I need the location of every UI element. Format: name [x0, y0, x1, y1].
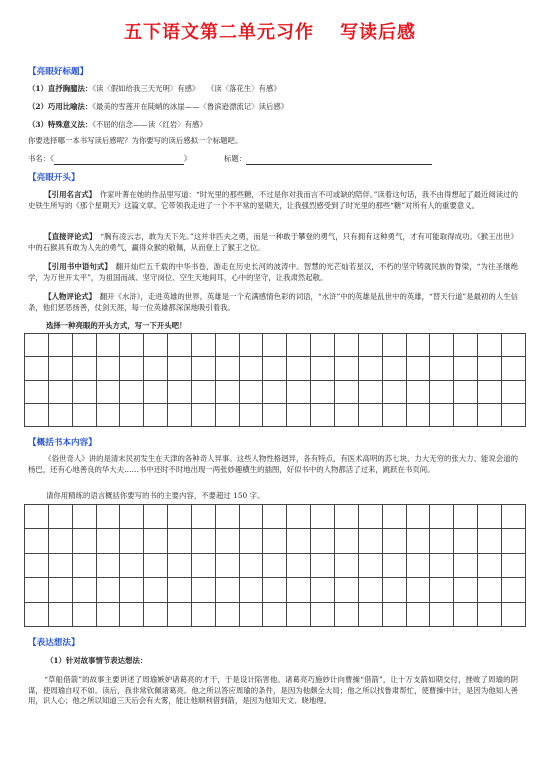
grid-cell[interactable] [287, 334, 311, 357]
grid-cell[interactable] [454, 357, 478, 380]
section-heading-thoughts: 【表达想法】 [28, 638, 80, 648]
grid-cell[interactable] [311, 403, 335, 426]
opening-prompt: 选择一种亮眼的开头方式，写一下开头吧！ [46, 321, 187, 330]
grid-cell[interactable] [144, 334, 168, 357]
grid-cell[interactable] [334, 334, 358, 357]
grid-cell[interactable] [120, 403, 144, 426]
grid-cell[interactable] [48, 602, 72, 626]
grid-cell[interactable] [263, 403, 287, 426]
grid-cell[interactable] [25, 380, 49, 403]
grid-cell[interactable] [287, 380, 311, 403]
grid-cell[interactable] [454, 602, 478, 626]
grid-cell[interactable] [120, 380, 144, 403]
grid-cell[interactable] [334, 403, 358, 426]
opening-writing-grid[interactable] [24, 333, 526, 427]
grid-cell[interactable] [48, 334, 72, 357]
section-heading-titles: 【亮眼好标题】 [28, 67, 89, 77]
grid-cell[interactable] [215, 505, 239, 529]
grid-cell[interactable] [215, 578, 239, 602]
grid-cell[interactable] [430, 578, 454, 602]
grid-cell[interactable] [168, 529, 192, 553]
grid-cell[interactable] [239, 357, 263, 380]
grid-cell[interactable] [191, 529, 215, 553]
grid-cell[interactable] [287, 529, 311, 553]
grid-cell[interactable] [454, 578, 478, 602]
grid-cell[interactable] [191, 403, 215, 426]
grid-cell[interactable] [263, 505, 287, 529]
grid-cell[interactable] [263, 357, 287, 380]
grid-cell[interactable] [263, 380, 287, 403]
grid-cell[interactable] [144, 505, 168, 529]
grid-cell[interactable] [191, 334, 215, 357]
grid-row [25, 380, 526, 403]
book-label: 书名： [28, 154, 51, 163]
grid-cell[interactable] [168, 553, 192, 577]
grid-cell[interactable] [358, 334, 382, 357]
grid-cell[interactable] [478, 403, 502, 426]
grid-cell[interactable] [382, 578, 406, 602]
grid-row [25, 505, 526, 529]
essay-title-blank[interactable] [246, 155, 432, 165]
opening-example-4: 【人物评论式】 翻开《水浒》，走进英雄的世界。英雄是一个充满感情色彩的词语，“水浒”中的英雄是乱世中的英雄，“替天行道”是最初的人生信条，他们惩恶扬善，仗剑天涯，每一位英雄都深深地吸引着我。 [28, 292, 518, 312]
grid-cell[interactable] [358, 529, 382, 553]
grid-cell[interactable] [311, 553, 335, 577]
grid-cell[interactable] [406, 578, 430, 602]
grid-cell[interactable] [144, 578, 168, 602]
grid-cell[interactable] [478, 357, 502, 380]
grid-cell[interactable] [287, 505, 311, 529]
grid-cell[interactable] [358, 403, 382, 426]
grid-cell[interactable] [430, 505, 454, 529]
grid-cell[interactable] [120, 529, 144, 553]
grid-cell[interactable] [191, 602, 215, 626]
grid-cell[interactable] [382, 505, 406, 529]
grid-cell[interactable] [239, 380, 263, 403]
grid-cell[interactable] [382, 602, 406, 626]
grid-cell[interactable] [334, 357, 358, 380]
grid-cell[interactable] [501, 529, 525, 553]
grid-cell[interactable] [72, 334, 96, 357]
grid-cell[interactable] [72, 578, 96, 602]
grid-cell[interactable] [430, 553, 454, 577]
grid-cell[interactable] [25, 529, 49, 553]
grid-cell[interactable] [48, 529, 72, 553]
grid-cell[interactable] [48, 505, 72, 529]
grid-cell[interactable] [287, 553, 311, 577]
grid-cell[interactable] [239, 602, 263, 626]
grid-cell[interactable] [96, 505, 120, 529]
grid-cell[interactable] [144, 553, 168, 577]
grid-cell[interactable] [215, 553, 239, 577]
grid-cell[interactable] [239, 505, 263, 529]
grid-cell[interactable] [25, 357, 49, 380]
grid-cell[interactable] [334, 505, 358, 529]
grid-cell[interactable] [144, 529, 168, 553]
grid-cell[interactable] [144, 602, 168, 626]
grid-cell[interactable] [25, 553, 49, 577]
thoughts-subheading: （1）针对故事情节表达想法： [46, 656, 148, 665]
grid-cell[interactable] [48, 578, 72, 602]
grid-cell[interactable] [96, 334, 120, 357]
grid-cell[interactable] [48, 357, 72, 380]
grid-cell[interactable] [72, 529, 96, 553]
grid-cell[interactable] [430, 357, 454, 380]
book-name-blank[interactable] [54, 155, 184, 165]
grid-cell[interactable] [239, 578, 263, 602]
grid-cell[interactable] [239, 334, 263, 357]
grid-cell[interactable] [287, 578, 311, 602]
grid-cell[interactable] [263, 529, 287, 553]
grid-cell[interactable] [501, 357, 525, 380]
opening-example-1: 【引用名言式】 作家叶菁在她的作品里写道：“时光里的那些糖，不过是你对我而言不可或缺的陪伴。”读着这句话，我不由得想起了最近阅读过的史铁生所写的《那个星期天》这篇文章。它带领我走进了一个不平常的星期天，让我强烈感受到了时光里的那些“糖”对所有人的重要意义。 [28, 190, 518, 210]
grid-cell[interactable] [454, 505, 478, 529]
grid-cell[interactable] [191, 505, 215, 529]
grid-cell[interactable] [478, 380, 502, 403]
grid-cell[interactable] [501, 505, 525, 529]
grid-cell[interactable] [239, 403, 263, 426]
grid-cell[interactable] [334, 553, 358, 577]
grid-cell[interactable] [501, 602, 525, 626]
grid-cell[interactable] [48, 403, 72, 426]
grid-cell[interactable] [120, 505, 144, 529]
title-method-3: （3）特殊意义法：《不屈的信念——读〈红岩〉有感》 [28, 120, 207, 129]
grid-cell[interactable] [144, 357, 168, 380]
grid-cell[interactable] [358, 553, 382, 577]
grid-cell[interactable] [501, 334, 525, 357]
grid-cell[interactable] [120, 578, 144, 602]
grid-cell[interactable] [358, 357, 382, 380]
thoughts-example: “草船借箭”的故事主要讲述了周瑜嫉妒诸葛亮的才干，于是设计陷害他。诸葛亮巧施妙计向曹操“借箭”，让十万支箭如期交付，挫败了周瑜的阴谋，使周瑜自叹不如。读后，我非常钦佩诸葛亮。他之所以答应周瑜的条件，是因为他颇全大局；他之所以找鲁肃帮忙，使曹操中计，是因为他知人善用，识人心；他之所以知道三天后会有大雾，能让他顺利借到箭，是因为他知天文、晓地理。 [28, 675, 518, 706]
grid-cell[interactable] [191, 553, 215, 577]
grid-cell[interactable] [406, 380, 430, 403]
grid-cell[interactable] [263, 602, 287, 626]
grid-cell[interactable] [430, 334, 454, 357]
grid-cell[interactable] [501, 403, 525, 426]
grid-cell[interactable] [120, 602, 144, 626]
grid-cell[interactable] [382, 334, 406, 357]
grid-cell[interactable] [406, 529, 430, 553]
grid-cell[interactable] [430, 602, 454, 626]
grid-cell[interactable] [382, 553, 406, 577]
grid-cell[interactable] [72, 403, 96, 426]
grid-cell[interactable] [358, 380, 382, 403]
grid-cell[interactable] [120, 357, 144, 380]
grid-cell[interactable] [382, 380, 406, 403]
grid-cell[interactable] [334, 380, 358, 403]
grid-row [25, 334, 526, 357]
grid-cell[interactable] [239, 553, 263, 577]
grid-cell[interactable] [454, 553, 478, 577]
grid-cell[interactable] [120, 553, 144, 577]
grid-row [25, 578, 526, 602]
grid-cell[interactable] [191, 578, 215, 602]
grid-cell[interactable] [334, 529, 358, 553]
grid-cell[interactable] [430, 380, 454, 403]
grid-cell[interactable] [25, 505, 49, 529]
grid-cell[interactable] [430, 403, 454, 426]
grid-row [25, 357, 526, 380]
essay-title-label: 标题： [224, 154, 247, 163]
grid-cell[interactable] [72, 357, 96, 380]
grid-cell[interactable] [96, 529, 120, 553]
grid-cell[interactable] [25, 403, 49, 426]
grid-cell[interactable] [263, 553, 287, 577]
grid-cell[interactable] [311, 602, 335, 626]
grid-cell[interactable] [215, 334, 239, 357]
section-heading-summary: 【概括书本内容】 [28, 438, 97, 448]
title-method-1: （1）直抒胸臆法：《读〈假如给我三天光明〉有感》 《读〈落花生〉有感》 [28, 84, 281, 93]
grid-cell[interactable] [48, 380, 72, 403]
grid-cell[interactable] [96, 380, 120, 403]
grid-cell[interactable] [168, 380, 192, 403]
grid-cell[interactable] [215, 380, 239, 403]
grid-cell[interactable] [406, 403, 430, 426]
grid-row [25, 602, 526, 626]
grid-cell[interactable] [311, 334, 335, 357]
grid-cell[interactable] [215, 357, 239, 380]
grid-cell[interactable] [96, 578, 120, 602]
grid-cell[interactable] [215, 403, 239, 426]
grid-row [25, 553, 526, 577]
grid-cell[interactable] [191, 380, 215, 403]
grid-cell[interactable] [287, 357, 311, 380]
grid-cell[interactable] [168, 578, 192, 602]
grid-cell[interactable] [454, 380, 478, 403]
grid-cell[interactable] [168, 357, 192, 380]
book-title-fill-row: 书名：《 》 标题： [28, 154, 518, 165]
grid-cell[interactable] [191, 357, 215, 380]
grid-cell[interactable] [334, 578, 358, 602]
title-method-2: （2）巧用比喻法：《最美的雪莲开在陡峭的冰崖——〈鲁滨逊漂流记〉读后感》 [28, 102, 289, 111]
grid-cell[interactable] [406, 505, 430, 529]
grid-cell[interactable] [478, 602, 502, 626]
grid-cell[interactable] [287, 602, 311, 626]
grid-cell[interactable] [168, 403, 192, 426]
grid-cell[interactable] [501, 553, 525, 577]
grid-cell[interactable] [168, 334, 192, 357]
grid-cell[interactable] [478, 578, 502, 602]
grid-cell[interactable] [287, 403, 311, 426]
grid-cell[interactable] [478, 334, 502, 357]
grid-cell[interactable] [215, 529, 239, 553]
summary-writing-grid[interactable] [24, 504, 526, 627]
grid-cell[interactable] [406, 357, 430, 380]
grid-cell[interactable] [96, 403, 120, 426]
grid-cell[interactable] [382, 403, 406, 426]
grid-cell[interactable] [311, 380, 335, 403]
grid-row [25, 529, 526, 553]
grid-cell[interactable] [382, 529, 406, 553]
grid-cell[interactable] [96, 357, 120, 380]
grid-cell[interactable] [96, 602, 120, 626]
grid-cell[interactable] [263, 578, 287, 602]
grid-cell[interactable] [48, 553, 72, 577]
grid-cell[interactable] [25, 602, 49, 626]
grid-cell[interactable] [430, 529, 454, 553]
grid-cell[interactable] [358, 602, 382, 626]
grid-cell[interactable] [25, 334, 49, 357]
grid-cell[interactable] [215, 602, 239, 626]
grid-cell[interactable] [311, 505, 335, 529]
title-sub: 写读后感 [340, 22, 416, 43]
grid-cell[interactable] [358, 505, 382, 529]
grid-cell[interactable] [144, 403, 168, 426]
grid-cell[interactable] [72, 602, 96, 626]
opening-example-3: 【引用书中语句式】 翻开灿烂五千载的中华书卷，游走在历史长河的波涛中。智慧的光芒灿若星汉，不朽的坚守铸就民族的脊梁，“为往圣继绝学，为万世开太平”，为祖国而战、坚守岗位、空生天地间耳，心中的坚守，让我肃然起敬。 [28, 262, 518, 282]
grid-cell[interactable] [454, 403, 478, 426]
grid-cell[interactable] [263, 334, 287, 357]
grid-cell[interactable] [168, 505, 192, 529]
grid-cell[interactable] [144, 380, 168, 403]
grid-row [25, 403, 526, 426]
opening-example-2: 【直接评论式】 “胸有凌云志，敢为天下先。”这并非匹夫之勇，而是一种敢于攀登的勇气，只有拥有这种勇气，才有可能取得成功。《猴王出世》中的石猴具有敢为人先的勇气，赢得众猴的敬佩，从而登上了猴王之位。 [28, 232, 518, 252]
grid-cell[interactable] [72, 505, 96, 529]
grid-cell[interactable] [25, 578, 49, 602]
grid-cell[interactable] [311, 529, 335, 553]
grid-cell[interactable] [406, 334, 430, 357]
grid-cell[interactable] [382, 357, 406, 380]
grid-cell[interactable] [72, 553, 96, 577]
grid-cell[interactable] [168, 602, 192, 626]
grid-cell[interactable] [501, 380, 525, 403]
grid-cell[interactable] [311, 578, 335, 602]
grid-cell[interactable] [334, 602, 358, 626]
grid-cell[interactable] [454, 334, 478, 357]
title-question: 你要选择哪一本书写读后感呢？为你要写的读后感拟一个标题吧。 [28, 136, 243, 145]
grid-cell[interactable] [478, 553, 502, 577]
title-main: 五下语文第二单元习作 [124, 22, 314, 43]
grid-cell[interactable] [239, 529, 263, 553]
grid-cell[interactable] [120, 334, 144, 357]
section-heading-openings: 【亮眼开头】 [28, 173, 80, 183]
grid-cell[interactable] [406, 553, 430, 577]
grid-cell[interactable] [311, 357, 335, 380]
grid-cell[interactable] [478, 529, 502, 553]
grid-cell[interactable] [358, 578, 382, 602]
grid-cell[interactable] [501, 578, 525, 602]
grid-cell[interactable] [454, 529, 478, 553]
summary-example: 《俗世奇人》讲的是清末民初发生在天津的各种奇人异事。这些人物性格迥异，各有特点，有医术高明的苏七块、力大无穷的张大力、能说会道的杨巴，还有心地善良的华大夫……书中还时不时地出现一两张妙趣横生的插图，好似书中的人物都活了过来，跳跃在书页间。 [28, 454, 518, 474]
grid-cell[interactable] [72, 380, 96, 403]
page-title [0, 20, 540, 46]
summary-prompt: 请你用精练的语言概括你要写的书的主要内容，不要超过 150 字。 [46, 491, 265, 500]
grid-cell[interactable] [406, 602, 430, 626]
grid-cell[interactable] [96, 553, 120, 577]
grid-cell[interactable] [478, 505, 502, 529]
